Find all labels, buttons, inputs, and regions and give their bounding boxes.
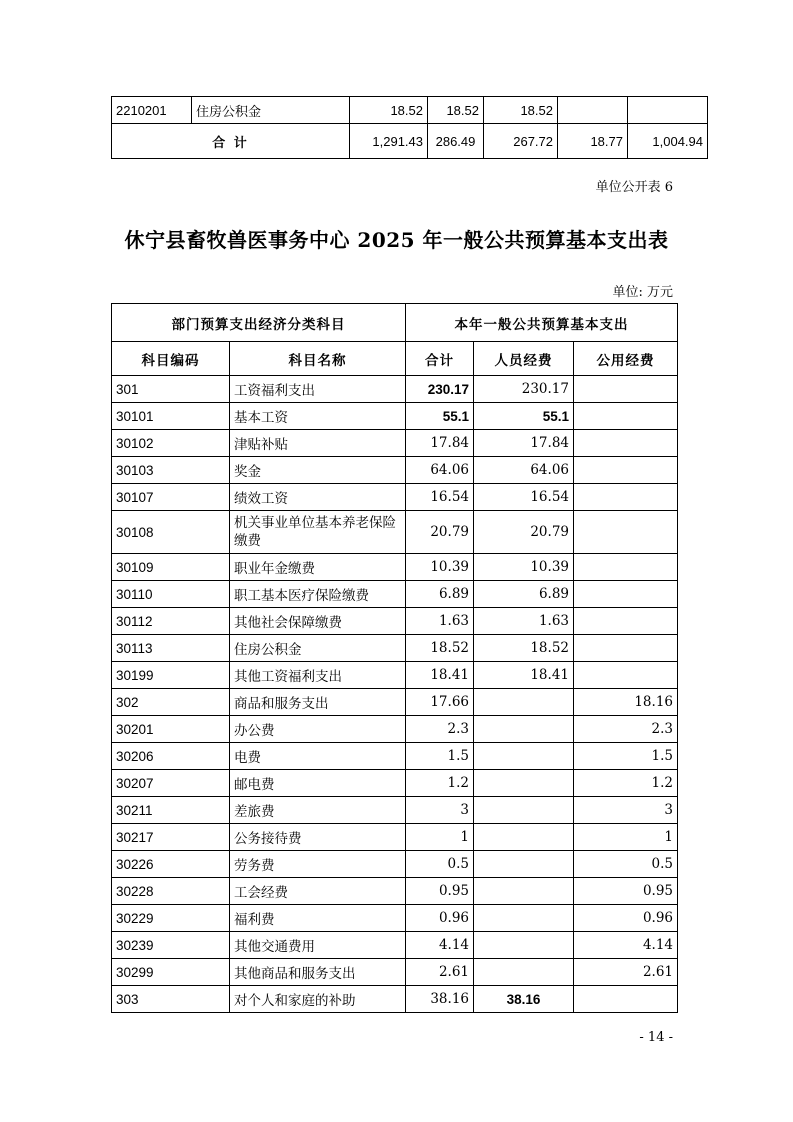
total-cell: 38.16 (406, 986, 474, 1013)
basic-expenditure-table (111, 303, 678, 1013)
code-cell: 30113 (112, 635, 230, 662)
code-cell: 30107 (112, 484, 230, 511)
table-row (112, 851, 678, 878)
personnel-cell: 55.1 (474, 403, 574, 430)
code-cell: 30228 (112, 878, 230, 905)
public-cell: 3 (574, 797, 678, 824)
total-cell: 0.96 (406, 905, 474, 932)
code-cell: 30103 (112, 457, 230, 484)
total-cell: 230.17 (406, 376, 474, 403)
total-cell: 17.84 (406, 430, 474, 457)
table-row (112, 878, 678, 905)
code-cell: 30101 (112, 403, 230, 430)
name-cell: 职工基本医疗保险缴费 (230, 581, 406, 608)
public-cell (574, 511, 678, 554)
table-row (112, 403, 678, 430)
code-cell: 30201 (112, 716, 230, 743)
personnel-cell (474, 797, 574, 824)
personnel-cell: 230.17 (474, 376, 574, 403)
personnel-cell: 1.63 (474, 608, 574, 635)
personnel-cell: 6.89 (474, 581, 574, 608)
public-cell (574, 608, 678, 635)
total-value: 1,004.94 (628, 124, 708, 159)
total-cell: 1.5 (406, 743, 474, 770)
value-cell (558, 97, 628, 124)
public-cell: 2.3 (574, 716, 678, 743)
total-cell: 2.61 (406, 959, 474, 986)
total-cell: 17.66 (406, 689, 474, 716)
code-cell: 2210201 (112, 97, 192, 124)
page-title: 休宁县畜牧兽医事务中心 2025 年一般公共预算基本支出表 (124, 228, 669, 252)
public-cell: 1.2 (574, 770, 678, 797)
table-row (112, 97, 708, 124)
table-row (112, 484, 678, 511)
public-cell: 1.5 (574, 743, 678, 770)
total-value: 1,291.43 (350, 124, 428, 159)
total-cell: 2.3 (406, 716, 474, 743)
total-cell: 1 (406, 824, 474, 851)
name-cell: 其他商品和服务支出 (230, 959, 406, 986)
public-cell (574, 554, 678, 581)
table-row (112, 662, 678, 689)
name-cell: 住房公积金 (192, 97, 350, 124)
personnel-cell: 10.39 (474, 554, 574, 581)
name-cell: 基本工资 (230, 403, 406, 430)
table-row (112, 824, 678, 851)
table-row (112, 689, 678, 716)
name-cell: 差旅费 (230, 797, 406, 824)
personnel-cell (474, 851, 574, 878)
table-row (112, 581, 678, 608)
code-cell: 302 (112, 689, 230, 716)
public-cell: 2.61 (574, 959, 678, 986)
name-cell: 商品和服务支出 (230, 689, 406, 716)
column-header-row (112, 342, 678, 376)
total-cell: 0.95 (406, 878, 474, 905)
code-cell: 30102 (112, 430, 230, 457)
personnel-cell: 17.84 (474, 430, 574, 457)
name-cell: 福利费 (230, 905, 406, 932)
table-row (112, 554, 678, 581)
code-cell: 30211 (112, 797, 230, 824)
table-row (112, 635, 678, 662)
column-header-public: 公用经费 (574, 342, 678, 376)
group-header-right: 本年一般公共预算基本支出 (406, 304, 678, 342)
total-cell: 6.89 (406, 581, 474, 608)
personnel-cell (474, 689, 574, 716)
total-cell: 16.54 (406, 484, 474, 511)
total-cell: 1.63 (406, 608, 474, 635)
name-cell: 绩效工资 (230, 484, 406, 511)
code-cell: 30206 (112, 743, 230, 770)
code-cell: 30112 (112, 608, 230, 635)
personnel-cell: 20.79 (474, 511, 574, 554)
public-cell (574, 484, 678, 511)
code-cell: 30226 (112, 851, 230, 878)
value-cell: 18.52 (350, 97, 428, 124)
table-row (112, 959, 678, 986)
name-cell: 工资福利支出 (230, 376, 406, 403)
unit-label: 单位: 万元 (612, 285, 673, 300)
code-cell: 30239 (112, 932, 230, 959)
value-cell (628, 97, 708, 124)
total-value: 18.77 (558, 124, 628, 159)
code-cell: 30110 (112, 581, 230, 608)
total-row (112, 124, 708, 159)
page-number: - 14 - (639, 1030, 673, 1045)
code-cell: 303 (112, 986, 230, 1013)
group-header-row (112, 304, 678, 342)
name-cell: 工会经费 (230, 878, 406, 905)
public-cell (574, 376, 678, 403)
personnel-cell: 64.06 (474, 457, 574, 484)
public-cell (574, 430, 678, 457)
personnel-cell (474, 716, 574, 743)
name-cell: 对个人和家庭的补助 (230, 986, 406, 1013)
public-cell: 18.16 (574, 689, 678, 716)
name-cell: 电费 (230, 743, 406, 770)
name-cell: 其他工资福利支出 (230, 662, 406, 689)
personnel-cell: 18.41 (474, 662, 574, 689)
code-cell: 301 (112, 376, 230, 403)
value-cell: 18.52 (484, 97, 558, 124)
public-cell (574, 457, 678, 484)
public-cell (574, 581, 678, 608)
personnel-cell (474, 770, 574, 797)
name-cell: 住房公积金 (230, 635, 406, 662)
table-row (112, 376, 678, 403)
public-cell (574, 986, 678, 1013)
table-row (112, 430, 678, 457)
name-cell: 劳务费 (230, 851, 406, 878)
public-cell (574, 403, 678, 430)
public-cell: 0.5 (574, 851, 678, 878)
value-cell: 18.52 (428, 97, 484, 124)
table-number: 单位公开表 6 (595, 180, 673, 195)
public-cell (574, 635, 678, 662)
total-cell: 4.14 (406, 932, 474, 959)
public-cell: 0.96 (574, 905, 678, 932)
personnel-cell: 18.52 (474, 635, 574, 662)
code-cell: 30299 (112, 959, 230, 986)
personnel-cell (474, 959, 574, 986)
name-cell: 其他交通费用 (230, 932, 406, 959)
public-cell (574, 662, 678, 689)
name-cell: 职业年金缴费 (230, 554, 406, 581)
personnel-cell: 16.54 (474, 484, 574, 511)
code-cell: 30217 (112, 824, 230, 851)
total-cell: 1.2 (406, 770, 474, 797)
code-cell: 30229 (112, 905, 230, 932)
public-cell: 1 (574, 824, 678, 851)
name-cell: 邮电费 (230, 770, 406, 797)
table-row (112, 905, 678, 932)
code-cell: 30199 (112, 662, 230, 689)
total-value: 267.72 (484, 124, 558, 159)
name-cell: 奖金 (230, 457, 406, 484)
total-cell: 64.06 (406, 457, 474, 484)
name-cell: 津贴补贴 (230, 430, 406, 457)
total-label: 合 计 (112, 124, 350, 159)
public-cell: 0.95 (574, 878, 678, 905)
column-header-code: 科目编码 (112, 342, 230, 376)
total-cell: 18.52 (406, 635, 474, 662)
column-header-personnel: 人员经费 (474, 342, 574, 376)
personnel-cell (474, 824, 574, 851)
table-row (112, 797, 678, 824)
previous-table-continuation (111, 96, 708, 159)
name-cell: 机关事业单位基本养老保险缴费 (230, 511, 406, 554)
personnel-cell: 38.16 (474, 986, 574, 1013)
column-header-total: 合计 (406, 342, 474, 376)
public-cell: 4.14 (574, 932, 678, 959)
total-cell: 55.1 (406, 403, 474, 430)
table-row (112, 511, 678, 554)
code-cell: 30207 (112, 770, 230, 797)
personnel-cell (474, 932, 574, 959)
name-cell: 公务接待费 (230, 824, 406, 851)
name-cell: 办公费 (230, 716, 406, 743)
code-cell: 30109 (112, 554, 230, 581)
column-header-name: 科目名称 (230, 342, 406, 376)
group-header-left: 部门预算支出经济分类科目 (112, 304, 406, 342)
personnel-cell (474, 743, 574, 770)
total-cell: 10.39 (406, 554, 474, 581)
personnel-cell (474, 905, 574, 932)
total-value: 286.49 (428, 124, 484, 159)
table-row (112, 716, 678, 743)
table-row (112, 608, 678, 635)
total-cell: 3 (406, 797, 474, 824)
table-row (112, 932, 678, 959)
table-row (112, 986, 678, 1013)
table-row (112, 770, 678, 797)
name-cell: 其他社会保障缴费 (230, 608, 406, 635)
code-cell: 30108 (112, 511, 230, 554)
table-row (112, 743, 678, 770)
total-cell: 20.79 (406, 511, 474, 554)
personnel-cell (474, 878, 574, 905)
total-cell: 0.5 (406, 851, 474, 878)
total-cell: 18.41 (406, 662, 474, 689)
table-row (112, 457, 678, 484)
